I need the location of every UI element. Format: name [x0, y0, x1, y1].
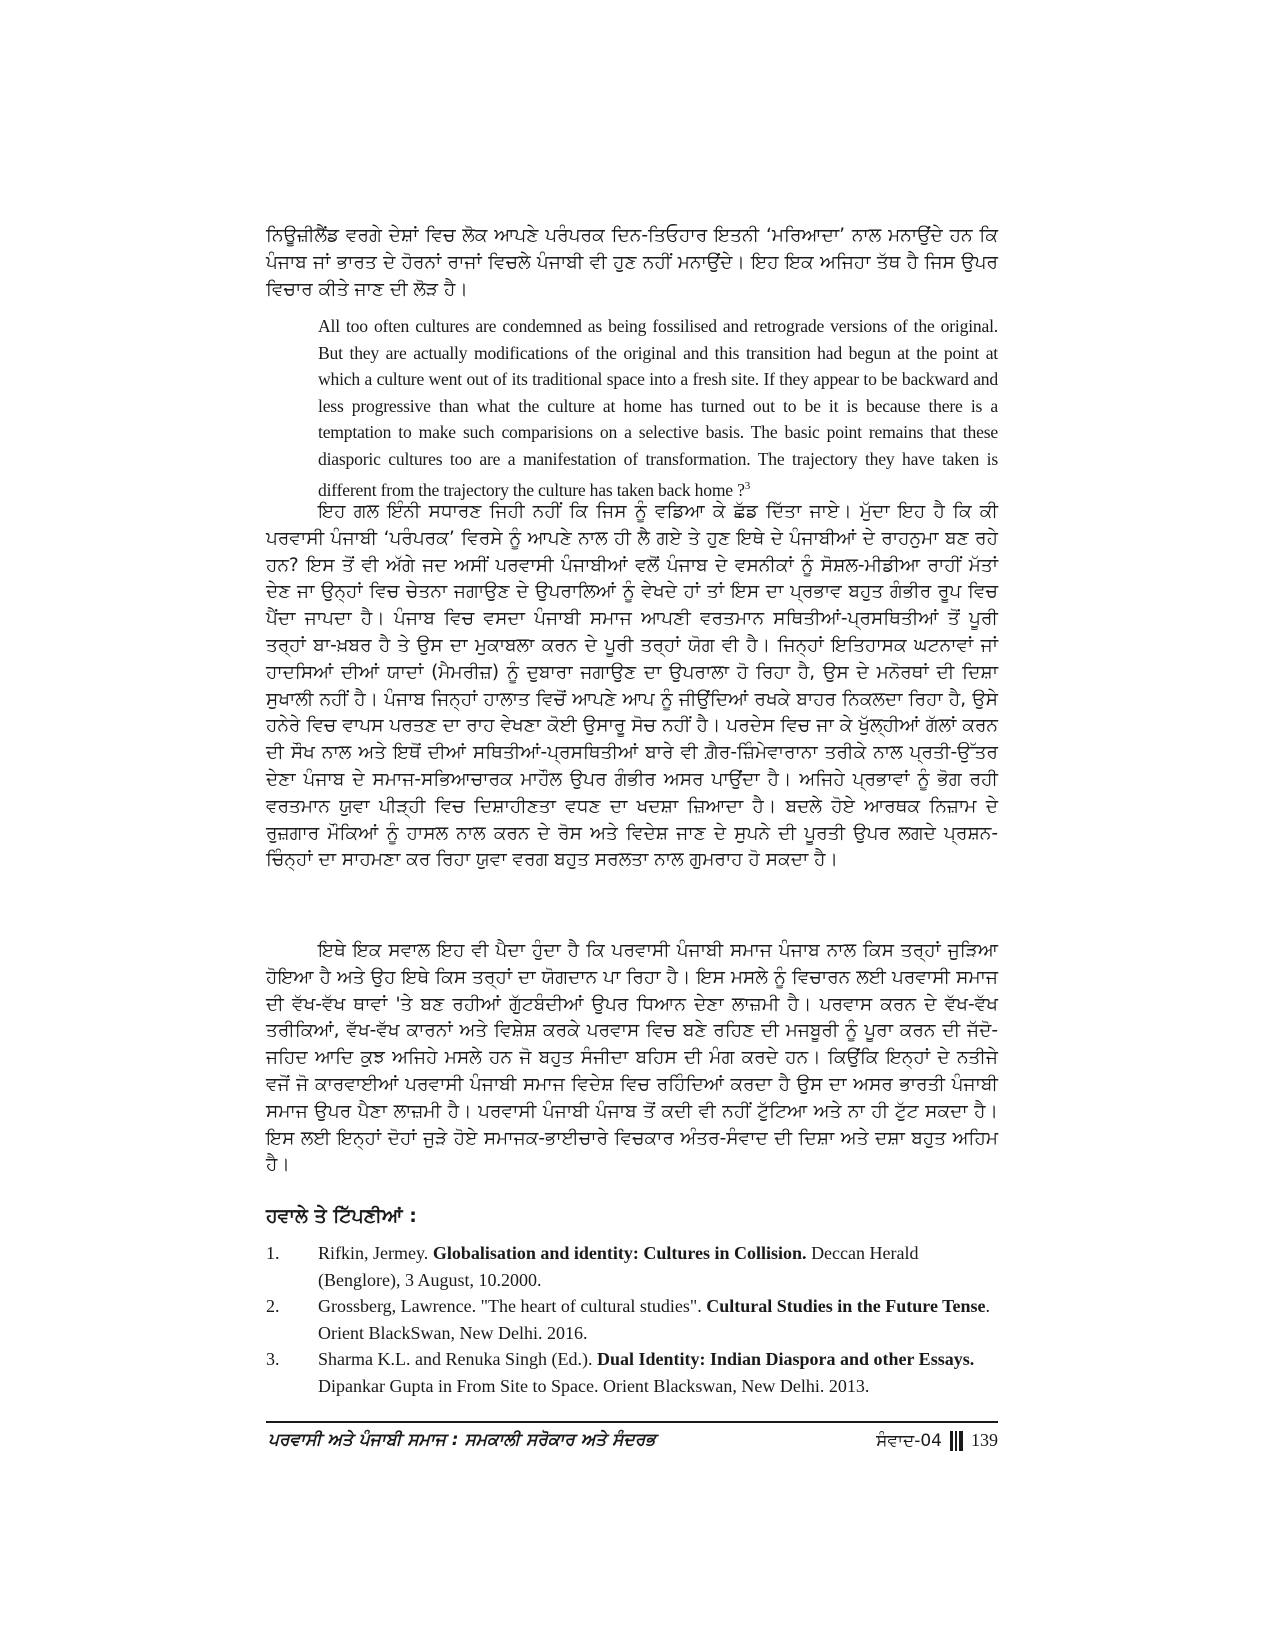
reference-title: Dual Identity: Indian Diaspora and other Essays. [596, 1349, 975, 1369]
reference-author: Sharma K.L. and Renuka Singh (Ed.). [318, 1349, 597, 1369]
reference-number: 1. [266, 1243, 280, 1263]
barcode-ornament-icon [950, 1431, 963, 1451]
reference-title: Cultural Studies in the Future Tense [706, 1296, 986, 1316]
reference-item [266, 1346, 998, 1399]
reference-item [266, 1293, 998, 1346]
paragraph-conclusion: ਇਥੇ ਇਕ ਸਵਾਲ ਇਹ ਵੀ ਪੈਦਾ ਹੁੰਦਾ ਹੈ ਕਿ ਪਰਵਾਸੀ ਪੰਜਾਬੀ ਸਮਾਜ ਪੰਜਾਬ ਨਾਲ ਕਿਸ ਤਰ੍ਹਾਂ ਜੁੜਿਆ ਹੋਇਆ ਹੈ ਅਤੇ ਉਹ ਇਥੇ ਕਿਸ ਤਰ੍ਹਾਂ ਦਾ ਯੋਗਦਾਨ ਪਾ ਰਿਹਾ ਹੈ। ਇਸ ਮਸਲੇ ਨੂੰ ਵਿਚਾਰਨ ਲਈ ਪਰਵਾਸੀ ਸਮਾਜ ਦੀ ਵੱਖ-ਵੱਖ ਥਾਵਾਂ 'ਤੇ ਬਣ ਰਹੀਆਂ ਗੁੱਟਬੰਦੀਆਂ ਉਪਰ ਧਿਆਨ ਦੇਣਾ ਲਾਜ਼ਮੀ ਹੈ। ਪਰਵਾਸ ਕਰਨ ਦੇ ਵੱਖ-ਵੱਖ ਤਰੀਕਿਆਂ, ਵੱਖ-ਵੱਖ ਕਾਰਨਾਂ ਅਤੇ ਵਿਸ਼ੇਸ਼ ਕਰਕੇ ਪਰਵਾਸ ਵਿਚ ਬਣੇ ਰਹਿਣ ਦੀ ਮਜਬੂਰੀ ਨੂੰ ਪੂਰਾ ਕਰਨ ਦੀ ਜੱਦੋ-ਜਹਿਦ ਆਦਿ ਕੁਝ ਅਜਿਹੇ ਮਸਲੇ ਹਨ ਜੋ ਬਹੁਤ ਸੰਜੀਦਾ ਬਹਿਸ ਦੀ ਮੰਗ ਕਰਦੇ ਹਨ। ਕਿਉਂਕਿ ਇਨ੍ਹਾਂ ਦੇ ਨਤੀਜੇ ਵਜੋਂ ਜੋ ਕਾਰਵਾਈਆਂ ਪਰਵਾਸੀ ਪੰਜਾਬੀ ਸਮਾਜ ਵਿਦੇਸ਼ ਵਿਚ ਰਹਿੰਦਿਆਂ ਕਰਦਾ ਹੈ ਉਸ ਦਾ ਅਸਰ ਭਾਰਤੀ ਪੰਜਾਬੀ ਸਮਾਜ ਉਪਰ ਪੈਣਾ ਲਾਜ਼ਮੀ ਹੈ। ਪਰਵਾਸੀ ਪੰਜਾਬੀ ਪੰਜਾਬ ਤੋਂ ਕਦੀ ਵੀ ਨਹੀਂ ਟੁੱਟਿਆ ਅਤੇ ਨਾ ਹੀ ਟੁੱਟ ਸਕਦਾ ਹੈ। ਇਸ ਲਈ ਇਨ੍ਹਾਂ ਦੋਹਾਂ ਜੁੜੇ ਹੋਏ ਸਮਾਜਕ-ਭਾਈਚਾਰੇ ਵਿਚਕਾਰ ਅੰਤਰ-ਸੰਵਾਦ ਦੀ ਦਿਸ਼ਾ ਅਤੇ ਦਸ਼ਾ ਬਹੁਤ ਅਹਿਮ ਹੈ। [266, 940, 998, 1176]
reference-publisher: . Orient BlackSwan, New Delhi. 2016. [318, 1296, 990, 1343]
references-list [266, 1240, 998, 1399]
reference-author: Grossberg, Lawrence. "The heart of cultural studies". [318, 1296, 707, 1316]
footnote-marker: 3 [744, 479, 751, 492]
references-heading: ਹਵਾਲੇ ਤੇ ਟਿੱਪਣੀਆਂ : [266, 1205, 417, 1227]
block-quote [318, 313, 998, 503]
block-quote-text: All too often cultures are condemned as being fossilised and retrograde versions of the original. But they are actually modifications of the original and this transition had begun at the point at which a culture went out of its traditional space into a fresh site. If they appear to be backward and less progressive than what the culture at home has turned out to be it is because there is a temptation to make such comparisions on a selective basis. The basic point remains that these diasporic cultures too are a manifestation of transformation. The trajectory they have taken is different from the trajectory the culture has taken back home ? [318, 316, 998, 500]
reference-author: Rifkin, Jermey. [318, 1243, 433, 1263]
reference-publisher: Dipankar Gupta in From Site to Space. Orient Blackswan, New Delhi. 2013. [318, 1375, 870, 1396]
reference-publisher: Deccan Herald (Benglore), 3 August, 10.2000. [318, 1243, 919, 1290]
reference-title: Globalisation and identity: Cultures in Collision. [432, 1243, 807, 1263]
reference-number: 3. [266, 1349, 280, 1369]
reference-item [266, 1240, 998, 1293]
paragraph-intro: ਨਿਊਜ਼ੀਲੈਂਡ ਵਰਗੇ ਦੇਸ਼ਾਂ ਵਿਚ ਲੋਕ ਆਪਣੇ ਪਰੰਪਰਕ ਦਿਨ-ਤਿਓਹਾਰ ਇਤਨੀ ‘ਮਰਿਆਦਾ’ ਨਾਲ ਮਨਾਉਂਦੇ ਹਨ ਕਿ ਪੰਜਾਬ ਜਾਂ ਭਾਰਤ ਦੇ ਹੋਰਨਾਂ ਰਾਜਾਂ ਵਿਚਲੇ ਪੰਜਾਬੀ ਵੀ ਹੁਣ ਨਹੀਂ ਮਨਾਉਂਦੇ। ਇਹ ਇਕ ਅਜਿਹਾ ਤੱਥ ਹੈ ਜਿਸ ਉਪਰ ਵਿਚਾਰ ਕੀਤੇ ਜਾਣ ਦੀ ਲੋੜ ਹੈ। [266, 225, 998, 300]
paragraph-main: ਇਹ ਗਲ ਇੰਨੀ ਸਧਾਰਣ ਜਿਹੀ ਨਹੀਂ ਕਿ ਜਿਸ ਨੂੰ ਵਡਿਆ ਕੇ ਛੱਡ ਦਿੱਤਾ ਜਾਏ। ਮੁੱਦਾ ਇਹ ਹੈ ਕਿ ਕੀ ਪਰਵਾਸੀ ਪੰਜਾਬੀ ‘ਪਰੰਪਰਕ’ ਵਿਰਸੇ ਨੂੰ ਆਪਣੇ ਨਾਲ ਹੀ ਲੈ ਗਏ ਤੇ ਹੁਣ ਇਥੇ ਦੇ ਪੰਜਾਬੀਆਂ ਦੇ ਰਾਹਨੁਮਾ ਬਣ ਰਹੇ ਹਨ? ਇਸ ਤੋਂ ਵੀ ਅੱਗੇ ਜਦ ਅਸੀਂ ਪਰਵਾਸੀ ਪੰਜਾਬੀਆਂ ਵਲੋਂ ਪੰਜਾਬ ਦੇ ਵਸਨੀਕਾਂ ਨੂੰ ਸੋਸ਼ਲ-ਮੀਡੀਆ ਰਾਹੀਂ ਮੱਤਾਂ ਦੇਣ ਜਾ ਉਨ੍ਹਾਂ ਵਿਚ ਚੇਤਨਾ ਜਗਾਉਣ ਦੇ ਉਪਰਾਲਿਆਂ ਨੂੰ ਵੇਖਦੇ ਹਾਂ ਤਾਂ ਇਸ ਦਾ ਪ੍ਰਭਾਵ ਬਹੁਤ ਗੰਭੀਰ ਰੂਪ ਵਿਚ ਪੈਂਦਾ ਜਾਪਦਾ ਹੈ। ਪੰਜਾਬ ਵਿਚ ਵਸਦਾ ਪੰਜਾਬੀ ਸਮਾਜ ਆਪਣੀ ਵਰਤਮਾਨ ਸਥਿਤੀਆਂ-ਪ੍ਰਸਥਿਤੀਆਂ ਤੋਂ ਪੂਰੀ ਤਰ੍ਹਾਂ ਬਾ-ਖ਼ਬਰ ਹੈ ਤੇ ਉਸ ਦਾ ਮੁਕਾਬਲਾ ਕਰਨ ਦੇ ਪੂਰੀ ਤਰ੍ਹਾਂ ਯੋਗ ਵੀ ਹੈ। ਜਿਨ੍ਹਾਂ ਇਤਿਹਾਸਕ ਘਟਨਾਵਾਂ ਜਾਂ ਹਾਦਸਿਆਂ ਦੀਆਂ ਯਾਦਾਂ (ਮੈਮਰੀਜ਼) ਨੂੰ ਦੁਬਾਰਾ ਜਗਾਉਣ ਦਾ ਉਪਰਾਲਾ ਹੋ ਰਿਹਾ ਹੈ, ਉਸ ਦੇ ਮਨੋਰਥਾਂ ਦੀ ਦਿਸ਼ਾ ਸੁਖਾਲੀ ਨਹੀਂ ਹੈ। ਪੰਜਾਬ ਜਿਨ੍ਹਾਂ ਹਾਲਾਤ ਵਿਚੋਂ ਆਪਣੇ ਆਪ ਨੂੰ ਜੀਉਂਦਿਆਂ ਰਖਕੇ ਬਾਹਰ ਨਿਕਲਦਾ ਰਿਹਾ ਹੈ, ਉਸੇ ਹਨੇਰੇ ਵਿਚ ਵਾਪਸ ਪਰਤਣ ਦਾ ਰਾਹ ਵੇਖਣਾ ਕੋਈ ਉਸਾਰੂ ਸੋਚ ਨਹੀਂ ਹੈ। ਪਰਦੇਸ ਵਿਚ ਜਾ ਕੇ ਖੁੱਲ੍ਹੀਆਂ ਗੱਲਾਂ ਕਰਨ ਦੀ ਸੌਖ ਨਾਲ ਅਤੇ ਇਥੋਂ ਦੀਆਂ ਸਥਿਤੀਆਂ-ਪ੍ਰਸਥਿਤੀਆਂ ਬਾਰੇ ਵੀ ਗ਼ੈਰ-ਜ਼ਿੰਮੇਵਾਰਾਨਾ ਤਰੀਕੇ ਨਾਲ ਪ੍ਰਤੀ-ਉੱਤਰ ਦੇਣਾ ਪੰਜਾਬ ਦੇ ਸਮਾਜ-ਸਭਿਆਚਾਰਕ ਮਾਹੌਲ ਉਪਰ ਗੰਭੀਰ ਅਸਰ ਪਾਉਂਦਾ ਹੈ। ਅਜਿਹੇ ਪ੍ਰਭਾਵਾਂ ਨੂੰ ਭੋਗ ਰਹੀ ਵਰਤਮਾਨ ਯੁਵਾ ਪੀੜ੍ਹੀ ਵਿਚ ਦਿਸ਼ਾਹੀਣਤਾ ਵਧਣ ਦਾ ਖਦਸ਼ਾ ਜ਼ਿਆਦਾ ਹੈ। ਬਦਲੇ ਹੋਏ ਆਰਥਕ ਨਿਜ਼ਾਮ ਦੇ ਰੁਜ਼ਗਾਰ ਮੌਕਿਆਂ ਨੂੰ ਹਾਸਲ ਨਾਲ ਕਰਨ ਦੇ ਰੋਸ ਅਤੇ ਵਿਦੇਸ਼ ਜਾਣ ਦੇ ਸੁਪਨੇ ਦੀ ਪੂਰਤੀ ਉਪਰ ਲਗਦੇ ਪ੍ਰਸ਼ਨ-ਚਿੰਨ੍ਹਾਂ ਦਾ ਸਾਹਮਣਾ ਕਰ ਰਿਹਾ ਯੁਵਾ ਵਰਗ ਬਹੁਤ ਸਰਲਤਾ ਨਾਲ ਗੁਮਰਾਹ ਹੋ ਸਕਦਾ ਹੈ। [266, 501, 998, 871]
page-number: 139 [971, 1430, 998, 1450]
footer-page-info [876, 1430, 998, 1451]
reference-number: 2. [266, 1296, 280, 1316]
footer-journal-name: ਸੰਵਾਦ-04 [876, 1430, 942, 1451]
footer-divider [266, 1421, 998, 1423]
footer-book-title: ਪਰਵਾਸੀ ਅਤੇ ਪੰਜਾਬੀ ਸਮਾਜ : ਸਮਕਾਲੀ ਸਰੋਕਾਰ ਅਤੇ ਸੰਦਰਭ [268, 1430, 656, 1450]
